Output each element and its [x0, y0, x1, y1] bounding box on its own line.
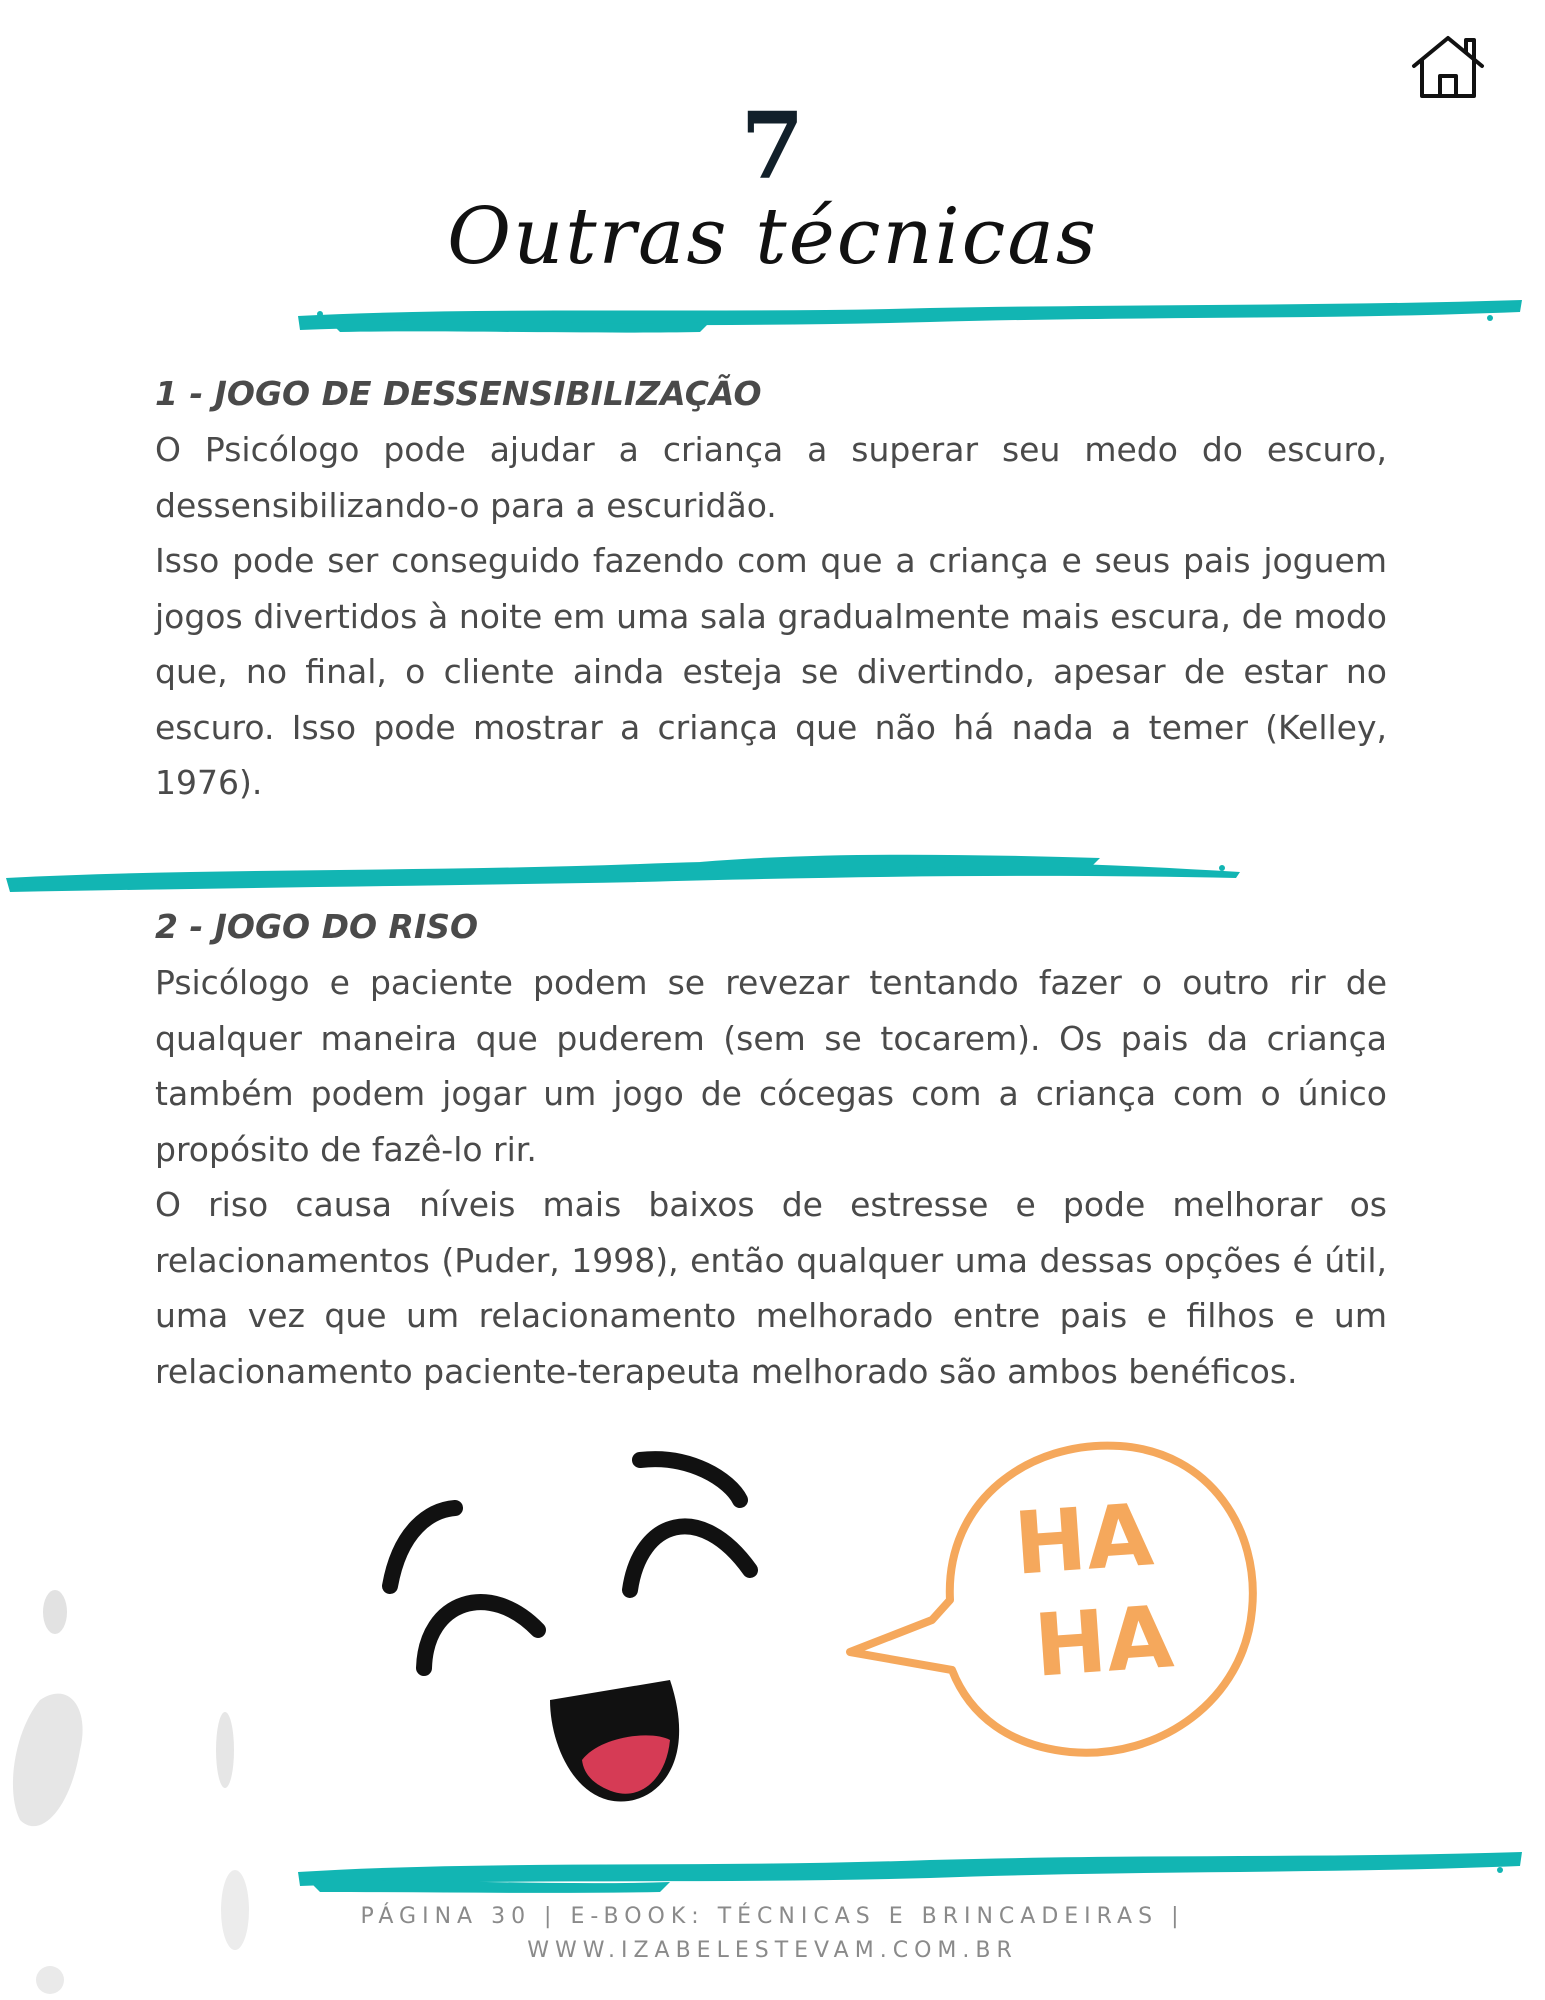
section-laughter-game [155, 899, 1387, 1399]
page-footer [0, 1900, 1545, 1968]
brush-divider-middle [0, 838, 1250, 898]
paragraph: O Psicólogo pode ajudar a criança a superar seu medo do escuro, dessensibilizando-o para a escuridão. [155, 430, 1387, 525]
laughing-face-icon [370, 1440, 790, 1840]
section-desensitization [155, 366, 1387, 811]
section-heading: 2 - JOGO DO RISO [155, 907, 479, 946]
home-icon[interactable] [1408, 32, 1488, 100]
paragraph: Isso pode ser conseguido fazendo com que a criança e seus pais joguem jogos divertidos à noite em uma sala gradualmente mais escura, de modo que, no final, o cliente ainda esteja se divertindo, apesar de estar no escuro. Isso pode mostrar a criança que não há nada a temer (Kelley, 1976). [155, 541, 1387, 802]
speech-bubble-icon [840, 1420, 1280, 1780]
bubble-text-line1: HA [1011, 1485, 1157, 1595]
chapter-number: 7 [740, 92, 805, 200]
brush-divider-bottom [290, 1842, 1530, 1898]
chapter-title: Outras técnicas [447, 192, 1098, 282]
brush-divider-top [290, 292, 1530, 342]
paragraph: O riso causa níveis mais baixos de estresse e pode melhorar os relacionamentos (Puder, 1998), então qualquer uma dessas opções é útil, uma vez que um relacionamento melhorado entre pais e filhos e um relacionamento paciente-terapeuta melhorado são ambos benéficos. [155, 1185, 1387, 1391]
paragraph: Psicólogo e paciente podem se revezar tentando fazer o outro rir de qualquer maneira que puderem (sem se tocarem). Os pais da criança também podem jogar um jogo de cócegas com a criança com o único propósito de fazê-lo rir. [155, 963, 1387, 1169]
section-heading: 1 - JOGO DE DESSENSIBILIZAÇÃO [155, 374, 762, 413]
bubble-text-line2: HA [1031, 1587, 1177, 1697]
footer-website-link[interactable]: WWW.IZABELESTEVAM.COM.BR [527, 1938, 1018, 1963]
footer-line-page-info: PÁGINA 30 | E-BOOK: TÉCNICAS E BRINCADEIRAS | [360, 1904, 1185, 1929]
